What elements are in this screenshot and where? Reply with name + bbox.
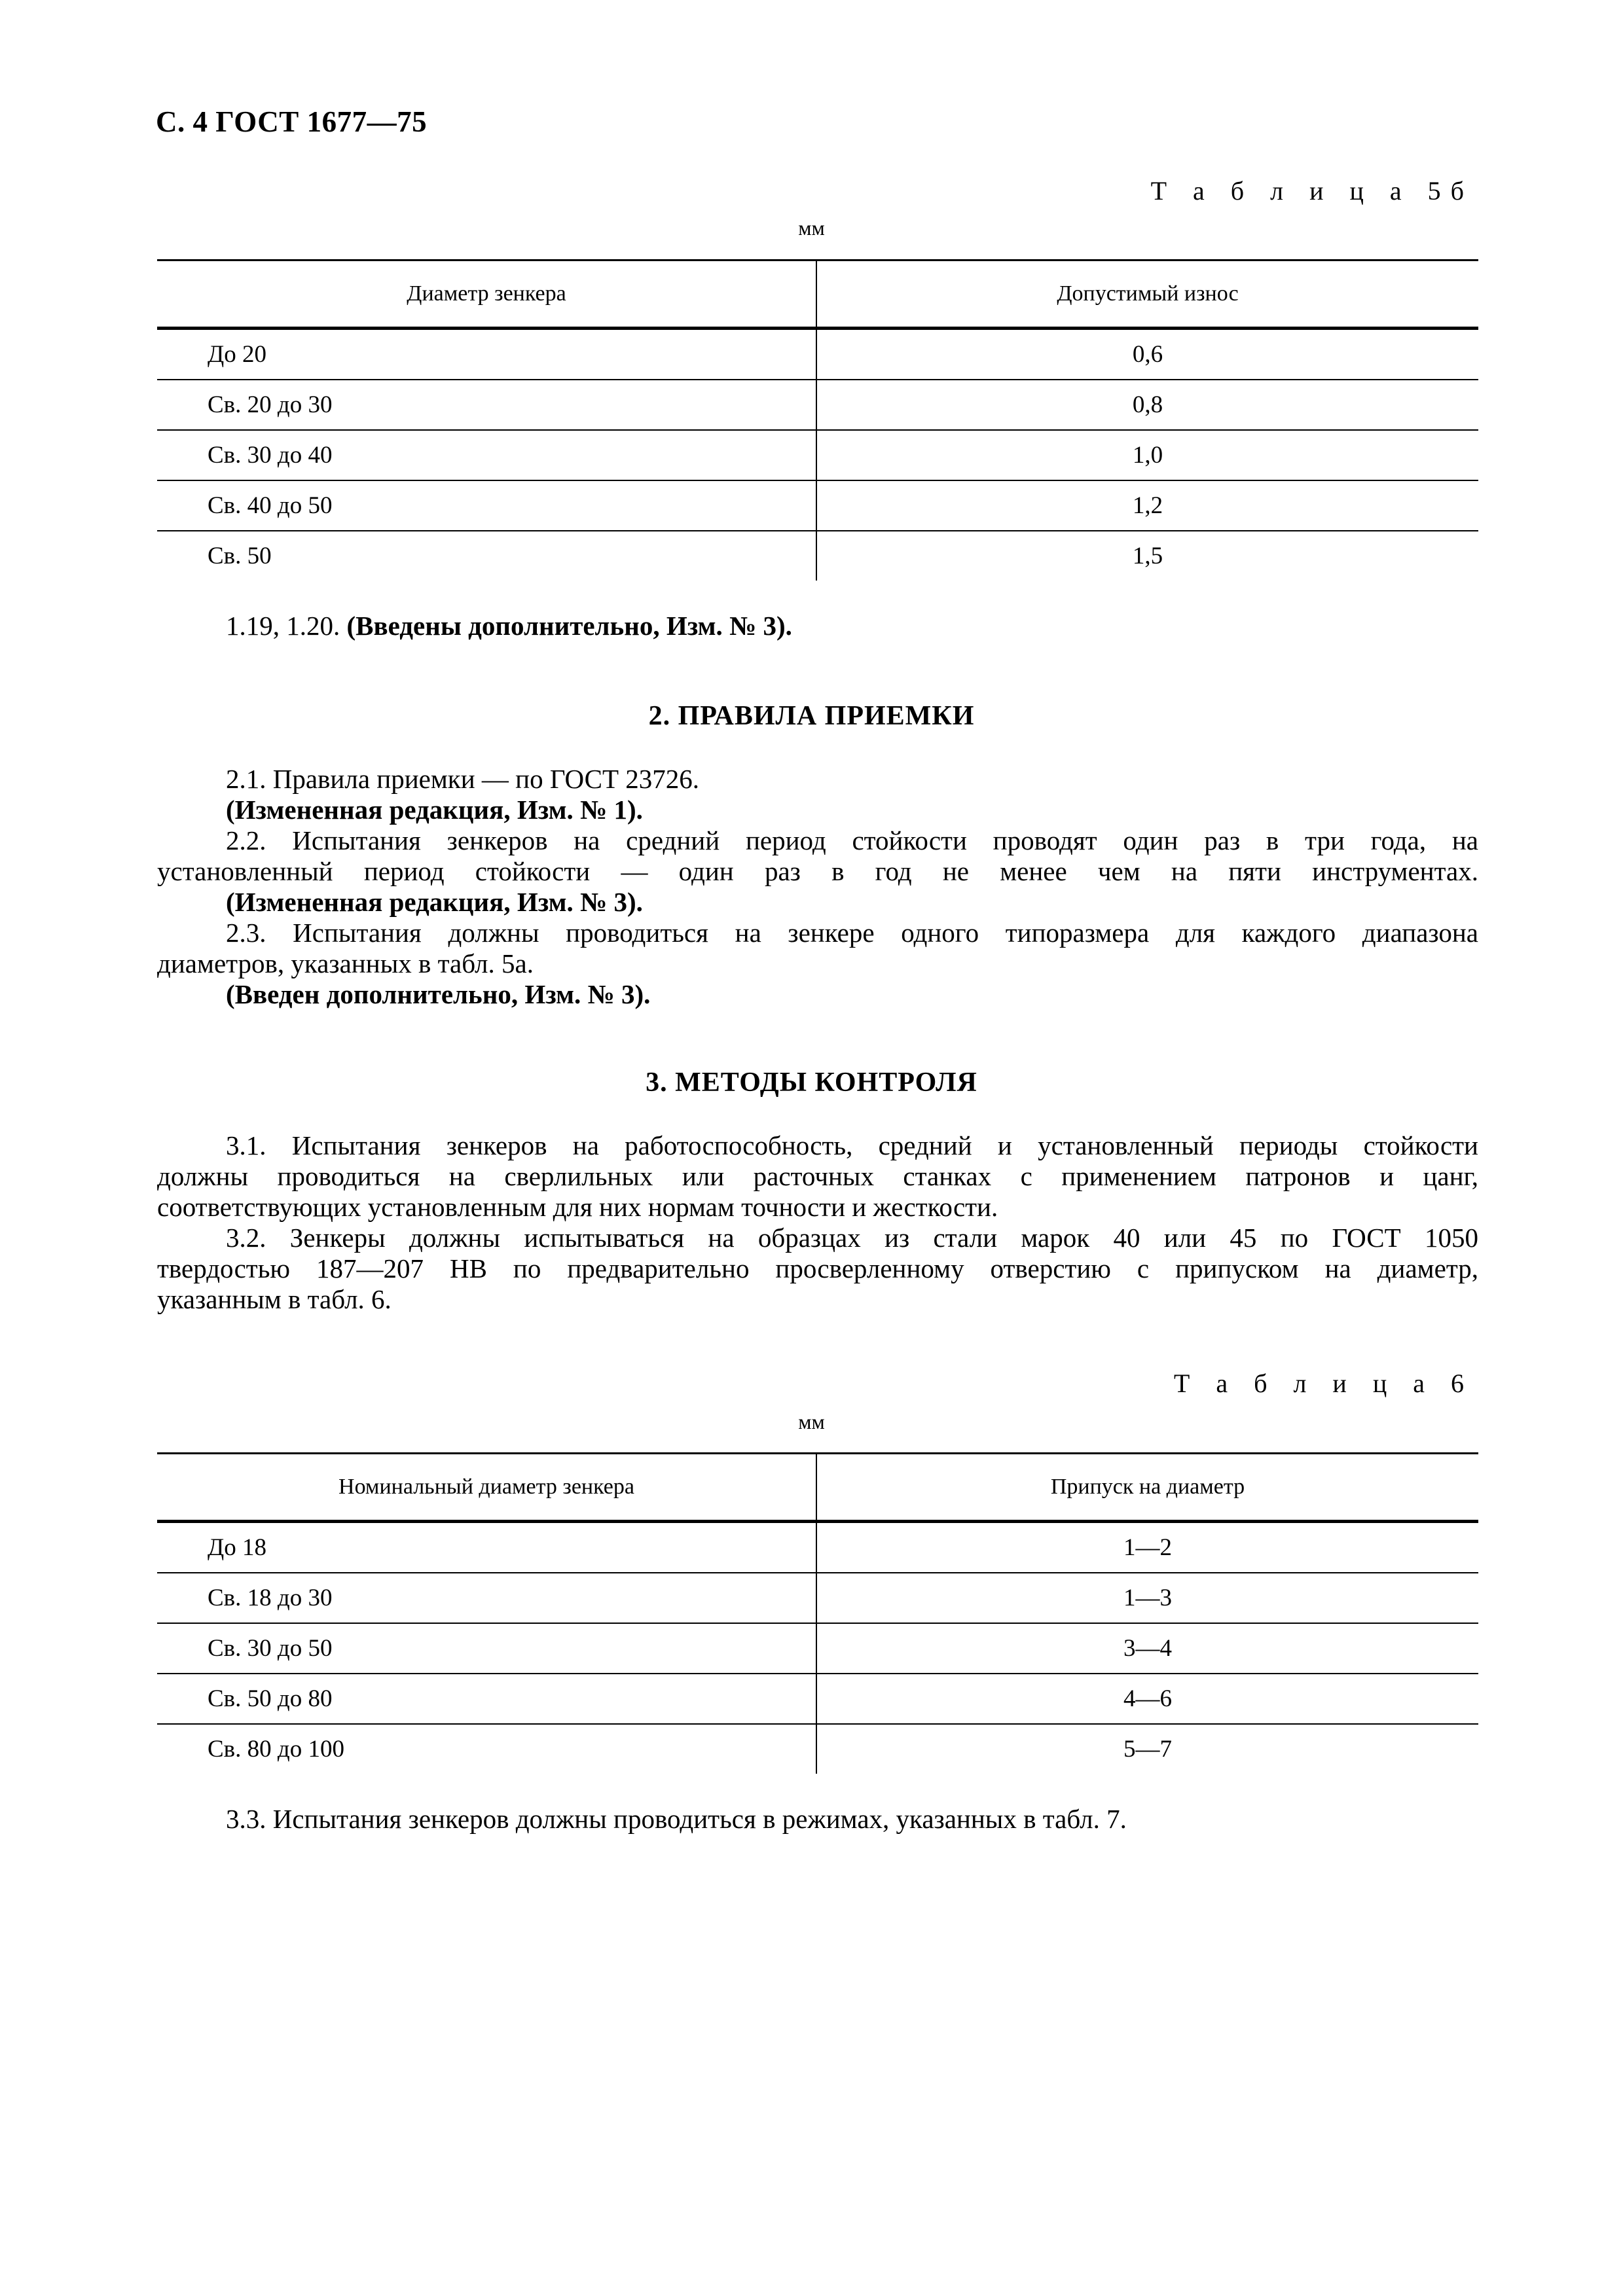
page-header: С. 4 ГОСТ 1677—75: [156, 105, 428, 138]
cell-diameter: Св. 50: [157, 531, 816, 581]
table-row: [157, 1674, 1478, 1724]
table-row: [157, 329, 1478, 380]
column-header-wear: Допустимый износ: [816, 260, 1478, 329]
note-2-2: (Измененная редакция, Изм. № 3).: [226, 887, 643, 917]
cell-diameter: До 20: [157, 329, 816, 380]
cell-allowance: 3—4: [816, 1623, 1478, 1674]
table-header-row: [157, 1454, 1478, 1522]
cell-diameter: Св. 30 до 50: [157, 1623, 816, 1674]
cell-allowance: 5—7: [1123, 1736, 1172, 1763]
table-row: [157, 1623, 1478, 1674]
table-row: [157, 531, 1478, 581]
note-2-3: (Введен дополнительно, Изм. № 3).: [226, 979, 651, 1009]
column-header-allowance: Припуск на диаметр: [816, 1454, 1478, 1522]
cell-diameter: До 18: [157, 1522, 816, 1573]
note-1-19-prefix: 1.19, 1.20.: [226, 611, 340, 641]
cell-wear: 1,2: [816, 480, 1478, 531]
cell-wear: 0,8: [816, 380, 1478, 430]
cell-diameter: Св. 50 до 80: [157, 1674, 816, 1724]
table-row: [157, 380, 1478, 430]
cell-diameter: Св. 20 до 30: [157, 380, 816, 430]
table-row: [157, 430, 1478, 480]
table-header-row: [157, 260, 1478, 329]
cell-diameter: Св. 40 до 50: [157, 480, 816, 531]
table-6: [157, 1452, 1478, 1774]
cell-allowance: 1—3: [816, 1573, 1478, 1623]
note-1-19-amendment: (Введены дополнительно, Изм. № 3).: [346, 611, 792, 641]
note-2-1: (Измененная редакция, Изм. № 1).: [226, 795, 643, 825]
table-6-caption: Т а б л и ц а 6: [1173, 1369, 1474, 1398]
cell-allowance: 4—6: [816, 1674, 1478, 1724]
cell-wear: 1,5: [1132, 543, 1163, 569]
para-3-2-line-1: 3.2. Зенкеры должны испытываться на образцах из стали марок 40 или 45 по ГОСТ 1050: [226, 1223, 1478, 1253]
para-3-2-line-2: твердостью 187—207 НВ по предварительно просверленному отверстию с припуском на диаметр,: [157, 1253, 1478, 1283]
section-2-title: 2. ПРАВИЛА ПРИЕМКИ: [648, 701, 975, 731]
cell-allowance: 1—2: [816, 1522, 1478, 1573]
para-2-3-line-1: 2.3. Испытания должны проводиться на зенкере одного типоразмера для каждого диапазона: [226, 918, 1478, 948]
cell-diameter: Св. 80 до 100: [157, 1724, 816, 1774]
para-3-3: 3.3. Испытания зенкеров должны проводиться в режимах, указанных в табл. 7.: [226, 1804, 1127, 1834]
para-2-2-line-2: установленный период стойкости — один раз в год не менее чем на пяти инструментах.: [157, 856, 1478, 886]
para-3-1-line-3: соответствующих установленным для них нормам точности и жесткости.: [157, 1192, 998, 1222]
table-row: [157, 1573, 1478, 1623]
para-3-2-line-3: указанным в табл. 6.: [157, 1284, 392, 1314]
table-row: [157, 1522, 1478, 1573]
cell-wear: 0,6: [816, 329, 1478, 380]
table-5b-caption: Т а б л и ц а 5б: [1150, 176, 1474, 206]
cell-wear: 1,0: [816, 430, 1478, 480]
table-row: [157, 1724, 1478, 1774]
table-5b-unit: мм: [798, 216, 825, 240]
column-header-diameter: Диаметр зенкера: [157, 260, 816, 329]
table-6-unit: мм: [798, 1410, 825, 1433]
para-2-2-line-1: 2.2. Испытания зенкеров на средний период стойкости проводят один раз в три года, на: [226, 825, 1478, 855]
section-3-title: 3. МЕТОДЫ КОНТРОЛЯ: [646, 1067, 977, 1098]
table-5b: [157, 259, 1478, 581]
para-3-1-line-2: должны проводиться на сверлильных или расточных станках с применением патронов и цанг,: [157, 1161, 1478, 1191]
cell-diameter: Св. 18 до 30: [157, 1573, 816, 1623]
table-row: [157, 480, 1478, 531]
para-2-3-line-2: диаметров, указанных в табл. 5а.: [157, 948, 534, 978]
note-1-19: [226, 611, 792, 641]
para-2-1: 2.1. Правила приемки — по ГОСТ 23726.: [226, 764, 700, 794]
cell-diameter: Св. 30 до 40: [157, 430, 816, 480]
column-header-nominal-diameter: Номинальный диаметр зенкера: [157, 1454, 816, 1522]
para-3-1-line-1: 3.1. Испытания зенкеров на работоспособность, средний и установленный периоды стойкости: [226, 1130, 1478, 1160]
